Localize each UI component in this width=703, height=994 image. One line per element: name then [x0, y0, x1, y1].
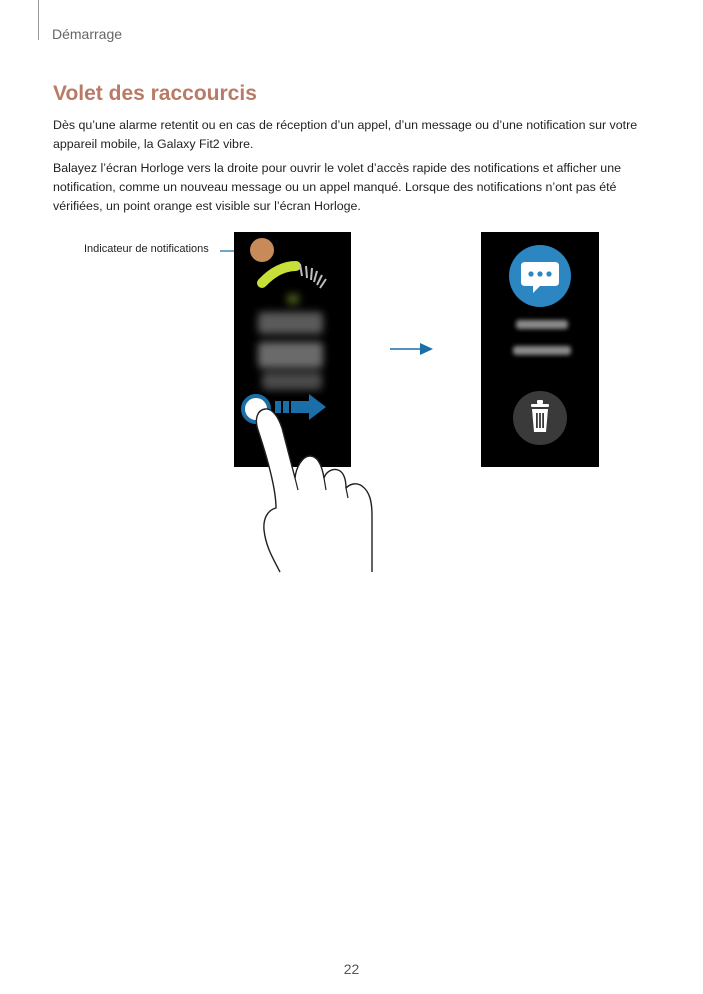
swipe-right-arrow-icon: [275, 394, 326, 420]
hand-pointer-icon: [256, 409, 372, 572]
paragraph-instructions: Balayez l’écran Horloge vers la droite pour ouvrir le volet d’accès rapide des notifications et afficher une notification, comme un nouveau message ou un appel manqué. Lorsque des notifications n’ont pas été vérifiées, un point orange est visible sur l’écran Horloge.: [53, 161, 621, 213]
section-label: Démarrage: [52, 26, 123, 42]
notification-panel-screen: [481, 232, 599, 467]
notification-indicator-callout: Indicateur de notifications: [84, 243, 209, 255]
page-number: 22: [343, 961, 360, 977]
paragraph-intro: Dès qu’une alarme retentit ou en cas de réception d’un appel, d’un message ou d’une notification sur votre appareil mobile, la Galaxy Fit2 vibre.: [53, 118, 638, 151]
clock-screen: [234, 232, 351, 467]
touch-point: [243, 396, 269, 422]
blurred-notification-text: [513, 320, 571, 355]
step-ticks: [300, 264, 326, 288]
flow-arrow-icon: [390, 343, 433, 355]
section-title: Volet des raccourcis: [53, 82, 257, 105]
margin-rule: [38, 0, 39, 40]
message-icon: [509, 245, 571, 307]
blurred-clock-content: [258, 294, 323, 390]
step-progress-arc: [262, 266, 296, 283]
trash-icon[interactable]: [513, 391, 567, 445]
notification-dot-icon: [250, 238, 274, 262]
hand-finger-detail: [295, 478, 348, 498]
